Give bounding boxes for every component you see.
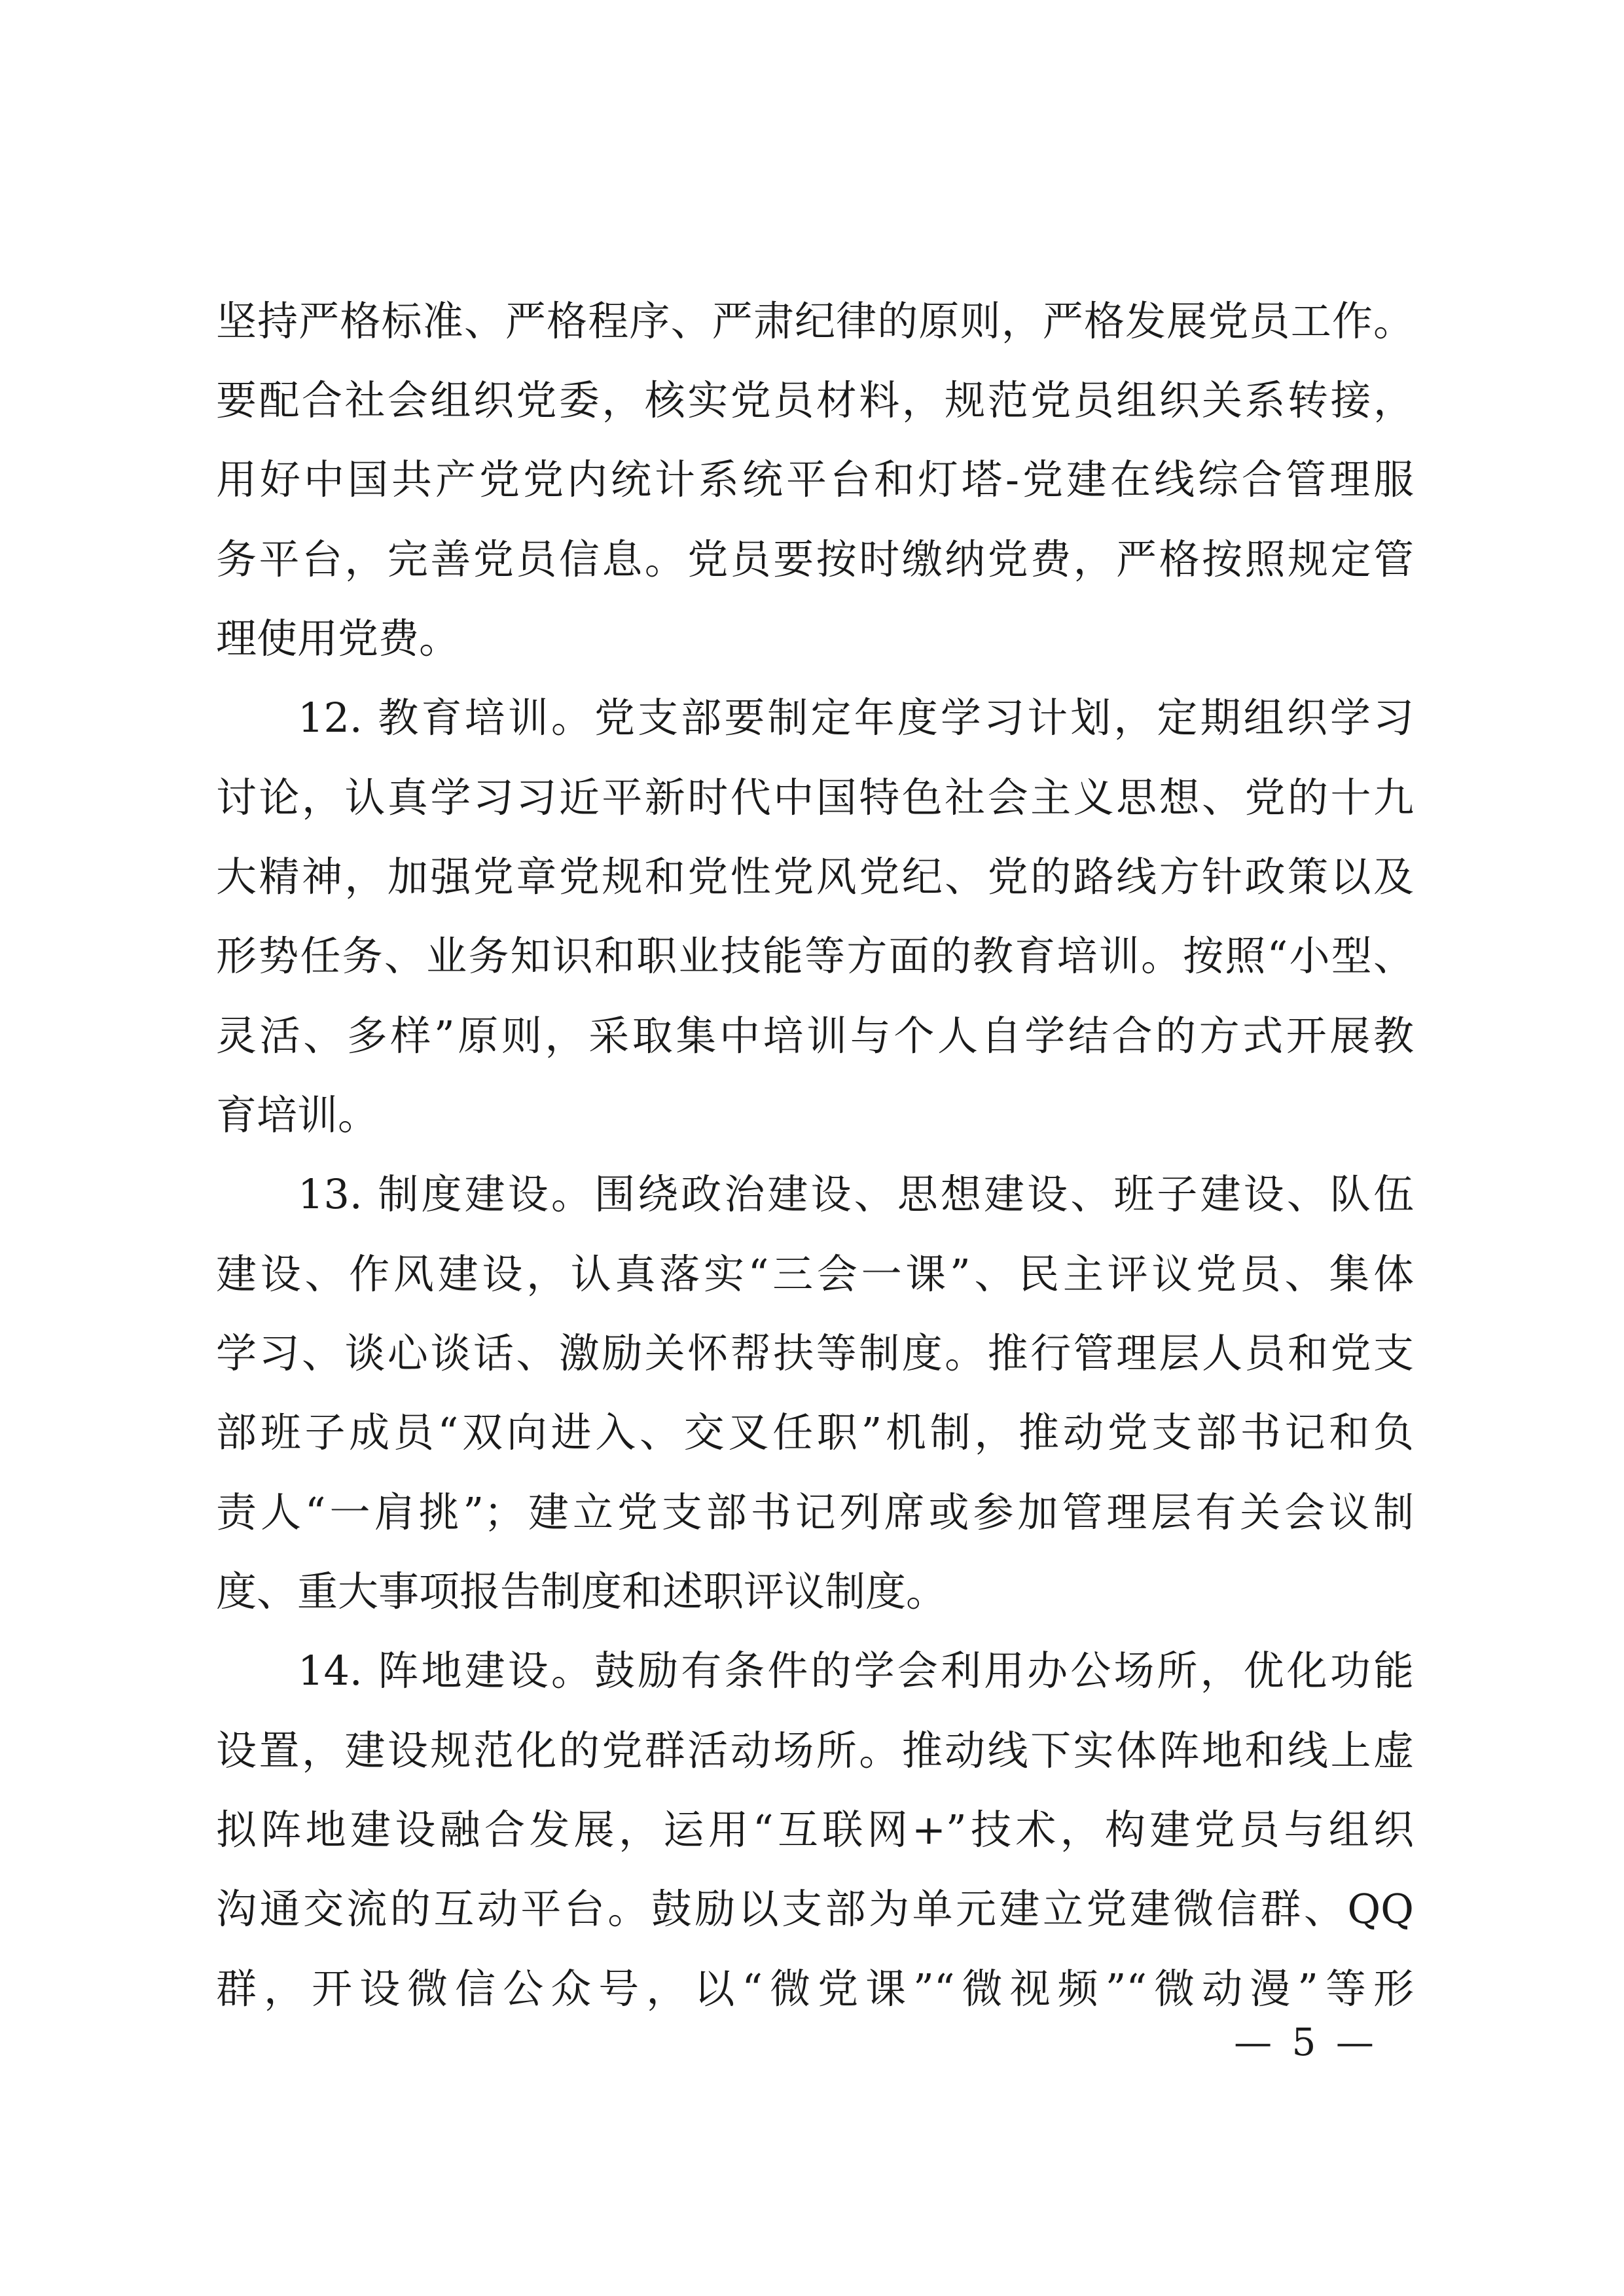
text-line: 形势任务、业务知识和职业技能等方面的教育培训。按照“小型、 (216, 932, 1414, 980)
text-line: 学习、谈心谈话、激励关怀帮扶等制度。推行管理层人员和党支 (216, 1329, 1414, 1377)
text-line: 讨论，认真学习习近平新时代中国特色社会主义思想、党的十九 (216, 774, 1414, 821)
text-line: 要配合社会组织党委，核实党员材料，规范党员组织关系转接， (216, 376, 1414, 424)
text-line: 群，开设微信公众号，以“微党课”“微视频”“微动漫”等形 (216, 1965, 1414, 2013)
section-heading-line: 14. 阵地建设。鼓励有条件的学会利用办公场所，优化功能 (298, 1647, 1414, 1695)
text-line: 灵活、多样”原则，采取集中培训与个人自学结合的方式开展教 (216, 1012, 1414, 1060)
page-number: — 5 — (1234, 2020, 1378, 2064)
text-line: 理使用党费。 (216, 615, 460, 662)
text-line: 大精神，加强党章党规和党性党风党纪、党的路线方针政策以及 (216, 853, 1414, 901)
text-line: 度、重大事项报告制度和述职评议制度。 (216, 1568, 947, 1615)
text-line: 部班子成员“双向进入、交叉任职”机制，推动党支部书记和负 (216, 1408, 1414, 1456)
text-line: 用好中国共产党党内统计系统平台和灯塔-党建在线综合管理服 (216, 456, 1414, 503)
text-line: 拟阵地建设融合发展，运用“互联网+”技术，构建党员与组织 (216, 1806, 1414, 1854)
section-heading-line: 13. 制度建设。围绕政治建设、思想建设、班子建设、队伍 (298, 1170, 1414, 1218)
text-line: 务平台，完善党员信息。党员要按时缴纳党费，严格按照规定管 (216, 535, 1414, 583)
text-line: 沟通交流的互动平台。鼓励以支部为单元建立党建微信群、QQ (216, 1885, 1414, 1933)
section-heading-line: 12. 教育培训。党支部要制定年度学习计划，定期组织学习 (298, 694, 1414, 742)
text-line: 建设、作风建设，认真落实“三会一课”、民主评议党员、集体 (216, 1250, 1414, 1298)
text-line: 责人“一肩挑”；建立党支部书记列席或参加管理层有关会议制 (216, 1488, 1414, 1536)
text-line: 设置，建设规范化的党群活动场所。推动线下实体阵地和线上虚 (216, 1727, 1414, 1774)
text-line: 坚持严格标准、严格程序、严肃纪律的原则，严格发展党员工作。 (216, 297, 1414, 345)
text-line: 育培训。 (216, 1091, 379, 1139)
